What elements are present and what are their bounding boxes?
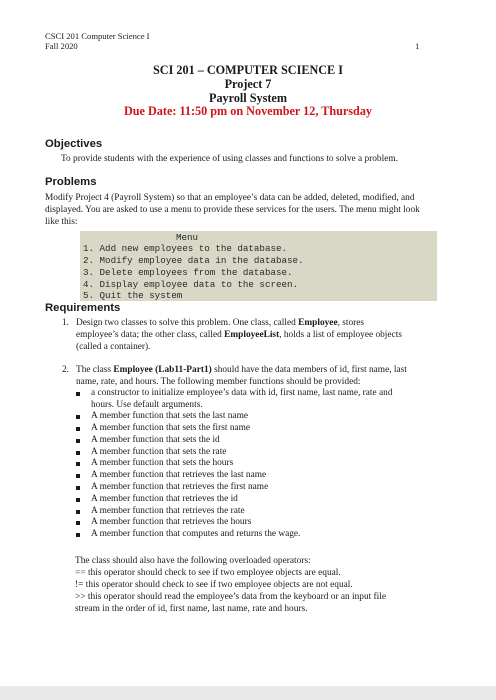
menu-item: 2. Modify employee data in the database. — [83, 255, 304, 266]
problems-line-2: displayed. You are asked to use a menu to provide these services for the users. The menu might look — [45, 205, 420, 215]
bullet-icon — [76, 533, 80, 537]
bullet-item: A member function that sets the first name — [91, 423, 251, 433]
course-header: CSCI 201 Computer Science I — [45, 31, 150, 41]
bullet-item: A member function that retrieves the last name — [91, 470, 267, 480]
problems-line-3: like this: — [45, 217, 78, 227]
objectives-text: To provide students with the experience of using classes and functions to solve a problem. — [61, 154, 398, 164]
project-title: Project 7 — [224, 77, 272, 91]
problems-line-1: Modify Project 4 (Payroll System) so that an employee’s data can be added, deleted, modified, and — [45, 193, 415, 203]
operator-extract-line-1: >> this operator should read the employee’s data from the keyboard or an input file — [75, 592, 387, 602]
req1-line-3: (called a container). — [76, 342, 151, 352]
bullet-icon — [76, 498, 80, 502]
item-number: 1. — [62, 318, 70, 328]
bullet-item: a constructor to initialize employee’s data with id, first name, last name, rate and — [91, 388, 393, 398]
bullet-item: A member function that retrieves the rate — [91, 506, 245, 516]
objectives-heading: Objectives — [45, 138, 103, 150]
bullet-icon — [76, 486, 80, 490]
req1-line-2: employee’s data; the other class, called EmployeeList, holds a list of employee objects — [76, 330, 402, 340]
bullet-icon — [76, 462, 80, 466]
bullet-icon — [76, 415, 80, 419]
project-subtitle: Payroll System — [209, 91, 287, 105]
menu-code-box — [80, 231, 437, 301]
operators-intro: The class should also have the following overloaded operators: — [75, 556, 311, 566]
bullet-continuation: hours. Use default arguments. — [91, 400, 203, 410]
bullet-icon — [76, 439, 80, 443]
menu-item: 5. Quit the system — [83, 290, 183, 301]
menu-item: 4. Display employee data to the screen. — [83, 279, 299, 290]
operator-equal: == this operator should check to see if two employee objects are equal. — [75, 568, 341, 578]
term-header: Fall 2020 — [45, 41, 78, 51]
bullet-icon — [76, 451, 80, 455]
bullet-item: A member function that sets the hours — [91, 458, 234, 468]
menu-item: 1. Add new employees to the database. — [83, 243, 287, 254]
bullet-icon — [76, 521, 80, 525]
operator-extract-line-2: stream in the order of id, first name, last name, rate and hours. — [75, 604, 308, 614]
bullet-icon — [76, 510, 80, 514]
bullet-item: A member function that sets the last name — [91, 411, 248, 421]
item-number: 2. — [62, 365, 70, 375]
course-title: SCI 201 – COMPUTER SCIENCE I — [153, 63, 343, 77]
req2-line-2: name, rate, and hours. The following member functions should be provided: — [76, 377, 361, 387]
problems-heading: Problems — [45, 176, 97, 188]
page-bottom-strip — [0, 686, 496, 700]
bullet-item: A member function that retrieves the id — [91, 494, 238, 504]
bullet-icon — [76, 427, 80, 431]
menu-title: Menu — [176, 232, 199, 243]
bullet-item: A member function that sets the rate — [91, 447, 227, 457]
bullet-item: A member function that retrieves the first name — [91, 482, 269, 492]
req2-line-1: The class Employee (Lab11-Part1) should have the data members of id, first name, last — [76, 365, 407, 375]
bullet-icon — [76, 474, 80, 478]
menu-item: 3. Delete employees from the database. — [83, 267, 293, 278]
bullet-icon — [76, 392, 80, 396]
due-date: Due Date: 11:50 pm on November 12, Thursday — [123, 104, 373, 118]
requirements-heading: Requirements — [45, 302, 121, 314]
bullet-item: A member function that retrieves the hours — [91, 517, 252, 527]
page-number: 1 — [415, 41, 420, 51]
req1-line-1: Design two classes to solve this problem. One class, called Employee, stores — [76, 318, 365, 328]
operator-not-equal: != this operator should check to see if two employee objects are not equal. — [75, 580, 353, 590]
bullet-item: A member function that computes and returns the wage. — [91, 529, 301, 539]
bullet-item: A member function that sets the id — [91, 435, 220, 445]
